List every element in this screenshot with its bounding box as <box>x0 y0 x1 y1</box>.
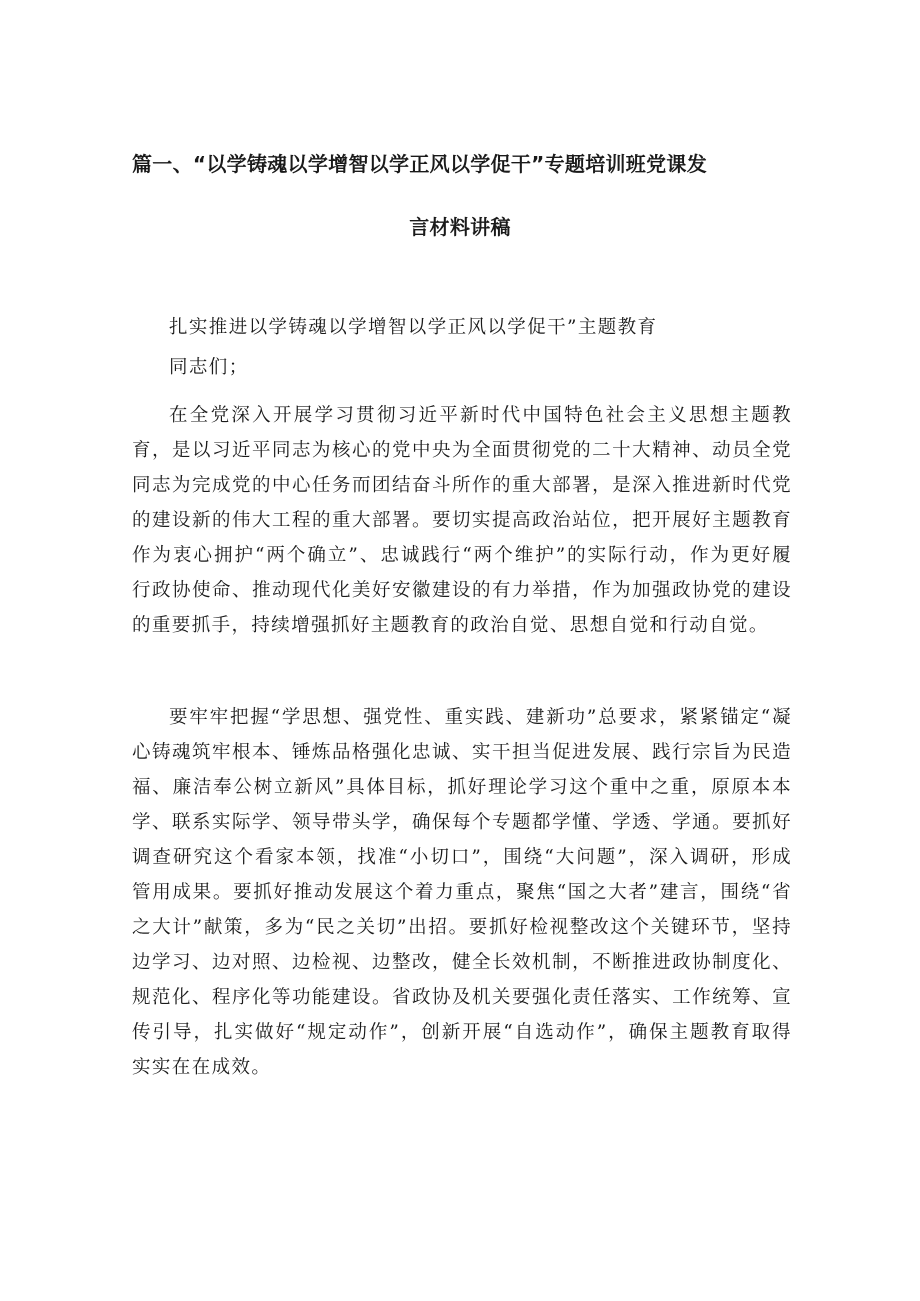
document-title-line-2: 言材料讲稿 <box>409 215 511 239</box>
body-paragraph-2: 要牢牢把握“学思想、强党性、重实践、建新功”总要求，紧紧锚定“凝心铸魂筑牢根本、锤炼品格强化忠诚、实干担当促进发展、践行宗旨为民造福、廉洁奉公树立新风”具体目标，抓好理论学习这个重中之重，原原本本学、联系实际学、领导带头学，确保每个专题都学懂、学透、学通。要抓好调查研究这个看家本领，找准“小切口”，围绕“大问题”，深入调研，形成管用成果。要抓好推动发展这个着力重点，聚焦“国之大者”建言，围绕“省之大计”献策，多为“民之关切”出招。要抓好检视整改这个关键环节，坚持边学习、边对照、边检视、边整改，健全长效机制，不断推进政协制度化、规范化、程序化等功能建设。省政协及机关要强化责任落实、工作统筹、宣传引导，扎实做好“规定动作”，创新开展“自选动作”，确保主题教育取得实实在在成效。 <box>132 707 792 1078</box>
salutation: 同志们； <box>169 357 249 378</box>
body-paragraph-1: 在全党深入开展学习贯彻习近平新时代中国特色社会主义思想主题教育，是以习近平同志为核心的党中央为全面贯彻党的二十大精神、动员全党同志为完成党的中心任务而团结奋斗所作的重大部署，是深入推进新时代党的建设新的伟大工程的重大部署。要切实提高政治站位，把开展好主题教育作为衷心拥护“两个确立”、忠诚践行“两个维护”的实际行动，作为更好履行政协使命、推动现代化美好安徽建设的有力举措，作为加强政协党的建设的重要抓手，持续增强抓好主题教育的政治自觉、思想自觉和行动自觉。 <box>132 405 792 636</box>
document-subtitle: 扎实推进以学铸魂以学增智以学正风以学促干”主题教育 <box>169 317 658 338</box>
document-title-line-1: 篇一、“以学铸魂以学增智以学正风以学促干”专题培训班党课发 <box>132 152 707 176</box>
